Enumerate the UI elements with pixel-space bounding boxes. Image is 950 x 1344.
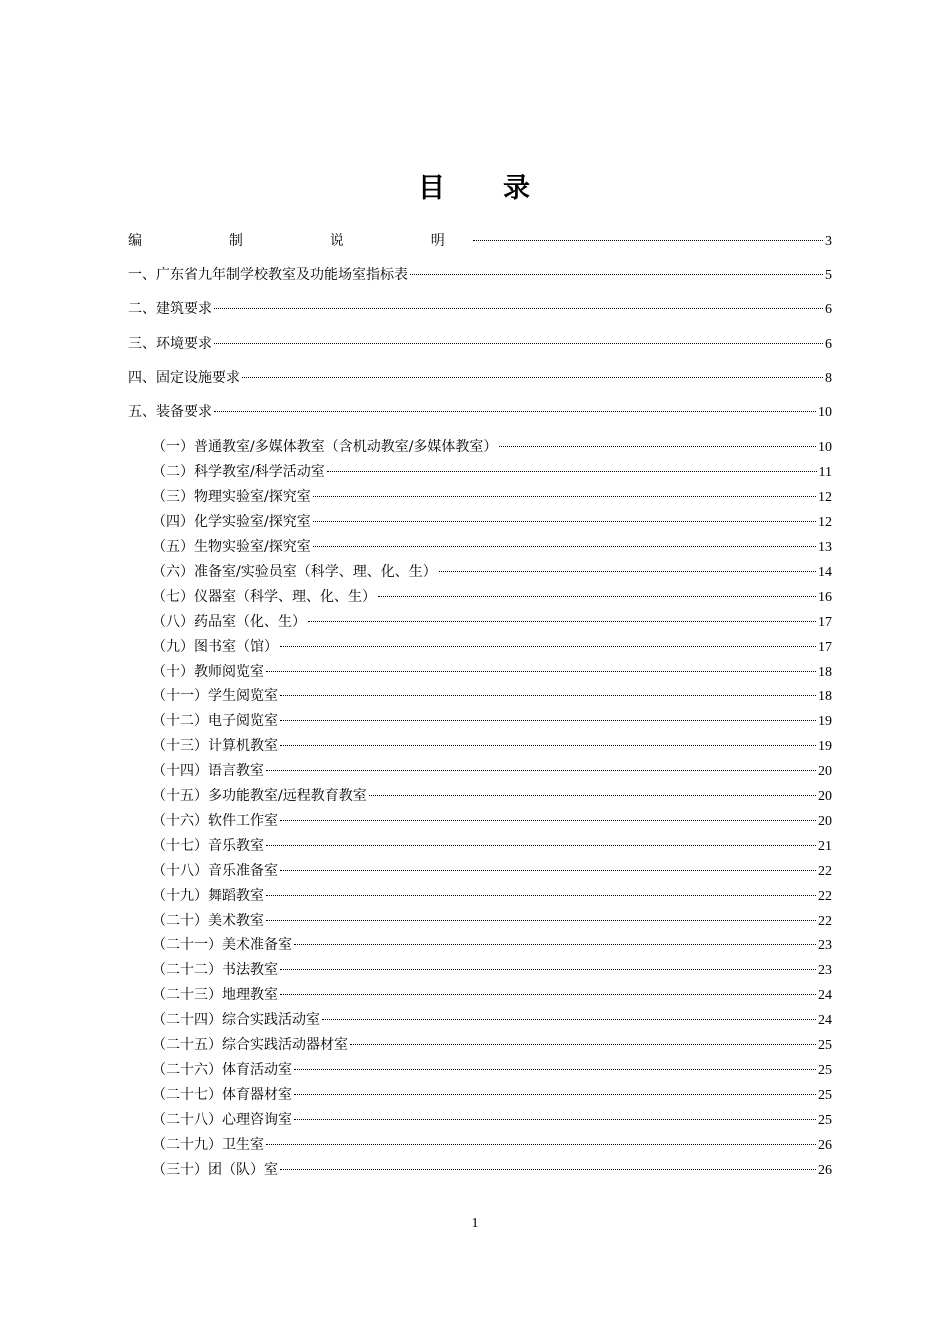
toc-subentry-page: 12 [818, 490, 832, 505]
toc-subentry-label: （十二）电子阅览室 [152, 713, 278, 729]
toc-entry-label: 四、固定设施要求 [128, 370, 240, 386]
toc-subentry-page: 25 [818, 1113, 832, 1128]
title-char-2: 录 [503, 173, 532, 204]
toc-subentry-label: （二）科学教室/科学活动室 [152, 464, 325, 480]
dot-leader [473, 240, 823, 241]
toc-subentry-page: 18 [818, 665, 832, 680]
toc-entry-label: 三、环境要求 [128, 336, 212, 352]
toc-subentry[interactable] [152, 861, 832, 881]
toc-subentry-label: （六）准备室/实验员室（科学、理、化、生） [152, 564, 437, 580]
toc-subentry-page: 22 [818, 914, 832, 929]
dot-leader [378, 596, 816, 597]
toc-subentry[interactable] [152, 662, 832, 682]
toc-subentry[interactable] [152, 562, 832, 582]
toc-subentry-page: 20 [818, 764, 832, 779]
toc-subentry-label: （七）仪器室（科学、理、化、生） [152, 589, 376, 605]
toc-subentry[interactable] [152, 462, 832, 482]
toc-subentry-page: 13 [818, 540, 832, 555]
dot-leader [280, 820, 816, 821]
dot-leader [280, 994, 816, 995]
toc-subentry-page: 22 [818, 889, 832, 904]
toc-subentry-page: 19 [818, 739, 832, 754]
dot-leader [266, 671, 816, 672]
toc-entry[interactable] [128, 334, 832, 354]
toc-subentry[interactable] [152, 886, 832, 906]
toc-subentry-page: 24 [818, 1013, 832, 1028]
toc-subentry-page: 19 [818, 714, 832, 729]
toc-subentry-page: 17 [818, 640, 832, 655]
toc-subentry-label: （八）药品室（化、生） [152, 614, 306, 630]
toc-subentry[interactable] [152, 911, 832, 931]
toc-subentry-page: 17 [818, 615, 832, 630]
toc-subentry[interactable] [152, 587, 832, 607]
dot-leader [280, 1169, 816, 1170]
toc-subentry[interactable] [152, 1085, 832, 1105]
toc-subentry-page: 23 [818, 938, 832, 953]
toc-subentry-label: （十四）语言教室 [152, 763, 264, 779]
toc-entry-label: 编 制 说 明 [128, 233, 471, 249]
toc-entry[interactable] [128, 299, 832, 319]
dot-leader [266, 920, 816, 921]
toc-subentry-page: 25 [818, 1088, 832, 1103]
toc-subentry-label: （二十六）体育活动室 [152, 1062, 292, 1078]
toc-subentry[interactable] [152, 836, 832, 856]
toc-subentry-label: （五）生物实验室/探究室 [152, 539, 311, 555]
toc-subentry[interactable] [152, 487, 832, 507]
dot-leader [350, 1044, 816, 1045]
toc-subentry[interactable] [152, 1010, 832, 1030]
toc-subentry-label: （十七）音乐教室 [152, 838, 264, 854]
toc-subentry-label: （二十一）美术准备室 [152, 937, 292, 953]
toc-entry-label: 一、广东省九年制学校教室及功能场室指标表 [128, 267, 408, 283]
dot-leader [280, 745, 816, 746]
toc-subentry-page: 12 [818, 515, 832, 530]
toc-subentry-page: 10 [818, 440, 832, 455]
toc-subentry[interactable] [152, 1035, 832, 1055]
toc-subentry-label: （十九）舞蹈教室 [152, 888, 264, 904]
toc-subentry-label: （十八）音乐准备室 [152, 863, 278, 879]
dot-leader [308, 621, 816, 622]
toc-subentry-page: 16 [818, 590, 832, 605]
toc-subentry-label: （十）教师阅览室 [152, 664, 264, 680]
toc-subentry[interactable] [152, 512, 832, 532]
toc-subentry-page: 14 [818, 565, 832, 580]
toc-entry[interactable] [128, 402, 832, 422]
dot-leader [280, 969, 816, 970]
dot-leader [280, 720, 816, 721]
toc-subentry[interactable] [152, 1110, 832, 1130]
toc-subentry[interactable] [152, 537, 832, 557]
page-number: 1 [471, 1216, 479, 1231]
toc-subentry-label: （四）化学实验室/探究室 [152, 514, 311, 530]
toc-subentry[interactable] [152, 811, 832, 831]
toc-subentry-label: （十三）计算机教室 [152, 738, 278, 754]
dot-leader [439, 571, 816, 572]
toc-subentry[interactable] [152, 736, 832, 756]
dot-leader [313, 496, 816, 497]
toc-subentry[interactable] [152, 761, 832, 781]
toc-entry[interactable] [128, 368, 832, 388]
dot-leader [294, 1119, 816, 1120]
toc-subentry-label: （十六）软件工作室 [152, 813, 278, 829]
toc-subentry-label: （二十二）书法教室 [152, 962, 278, 978]
toc-entry-page: 5 [825, 268, 832, 283]
toc-subentry[interactable] [152, 1060, 832, 1080]
toc-subentry-label: （一）普通教室/多媒体教室（含机动教室/多媒体教室） [152, 439, 498, 455]
toc-subentry-label: （二十）美术教室 [152, 913, 264, 929]
toc-entry-page: 6 [825, 337, 832, 352]
dot-leader [294, 1094, 816, 1095]
dot-leader [266, 770, 816, 771]
toc-entry[interactable] [128, 265, 832, 285]
dot-leader [280, 695, 816, 696]
dot-leader [499, 446, 816, 447]
dot-leader [266, 895, 816, 896]
toc-entry-label: 五、装备要求 [128, 404, 212, 420]
toc-subentry-page: 21 [818, 839, 832, 854]
toc-subentry-label: （三）物理实验室/探究室 [152, 489, 311, 505]
toc-subentry-page: 20 [818, 814, 832, 829]
toc-subentry[interactable] [152, 711, 832, 731]
dot-leader [214, 343, 823, 344]
toc-subentry-label: （二十三）地理教室 [152, 987, 278, 1003]
dot-leader [327, 471, 817, 472]
toc-subentry[interactable] [152, 437, 832, 457]
toc-entry-page: 3 [825, 234, 832, 249]
toc-subentry-page: 18 [818, 689, 832, 704]
toc-subentry-page: 22 [818, 864, 832, 879]
toc-subentry[interactable] [152, 960, 832, 980]
toc-subentry[interactable] [152, 985, 832, 1005]
toc-subentry-page: 20 [818, 789, 832, 804]
toc-subentry-page: 24 [818, 988, 832, 1003]
toc-subentry[interactable] [152, 612, 832, 632]
toc-subentry[interactable] [152, 637, 832, 657]
toc-subentry-page: 25 [818, 1038, 832, 1053]
toc-subentry-page: 26 [818, 1138, 832, 1153]
dot-leader [242, 377, 823, 378]
toc-subentry[interactable] [152, 935, 832, 955]
dot-leader [280, 646, 816, 647]
toc-subentry-page: 11 [818, 465, 832, 480]
toc-subentry-label: （二十四）综合实践活动室 [152, 1012, 320, 1028]
toc-entry-page: 6 [825, 302, 832, 317]
toc-subentry-label: （二十七）体育器材室 [152, 1087, 292, 1103]
toc-subentry-page: 23 [818, 963, 832, 978]
toc-entry[interactable] [128, 231, 832, 251]
dot-leader [214, 411, 816, 412]
toc-subentry[interactable] [152, 786, 832, 806]
dot-leader [313, 546, 816, 547]
dot-leader [410, 274, 823, 275]
toc-subentry[interactable] [152, 1160, 832, 1180]
toc-entry-page: 10 [818, 405, 832, 420]
toc-subentry[interactable] [152, 1135, 832, 1155]
toc-subentry-label: （三十）团（队）室 [152, 1162, 278, 1178]
toc-subentry-label: （二十五）综合实践活动器材室 [152, 1037, 348, 1053]
dot-leader [266, 1144, 816, 1145]
toc-subentry-page: 25 [818, 1063, 832, 1078]
toc-subentry-label: （二十九）卫生室 [152, 1137, 264, 1153]
dot-leader [214, 308, 823, 309]
toc-subentry-label: （二十八）心理咨询室 [152, 1112, 292, 1128]
toc-entry-label: 二、建筑要求 [128, 301, 212, 317]
toc-subentry-label: （十五）多功能教室/远程教育教室 [152, 788, 367, 804]
toc-subentry-page: 26 [818, 1163, 832, 1178]
dot-leader [280, 870, 816, 871]
toc-subentry-label: （十一）学生阅览室 [152, 688, 278, 704]
title-char-1: 目 [418, 173, 447, 204]
dot-leader [322, 1019, 816, 1020]
dot-leader [369, 795, 816, 796]
toc-subentry-label: （九）图书室（馆） [152, 639, 278, 655]
toc-subentry[interactable] [152, 686, 832, 706]
dot-leader [294, 944, 816, 945]
toc-entry-page: 8 [825, 371, 832, 386]
dot-leader [266, 845, 816, 846]
dot-leader [294, 1069, 816, 1070]
dot-leader [313, 521, 816, 522]
